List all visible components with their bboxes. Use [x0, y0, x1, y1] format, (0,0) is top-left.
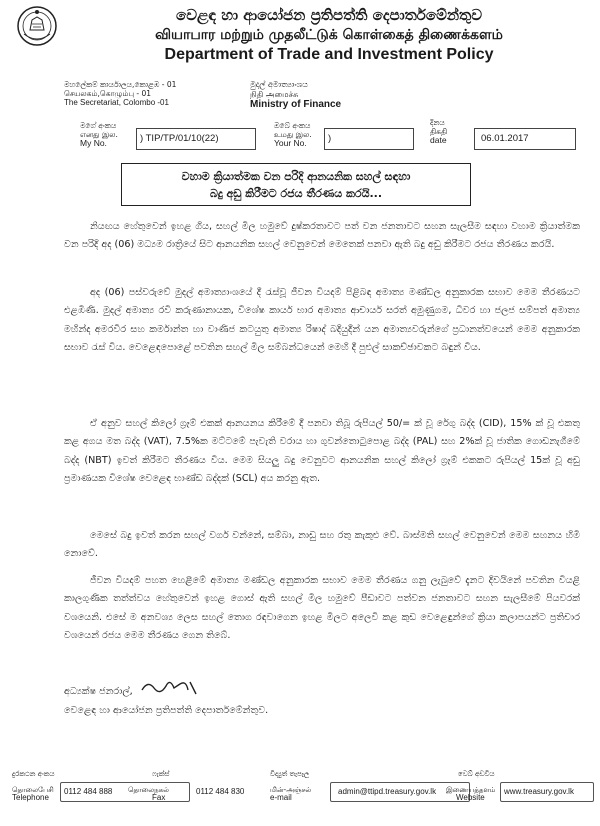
ministry-block [250, 80, 341, 110]
title-line-2: බදු අඩු කිරීමට රජය තීරණය කරයි... [209, 187, 383, 200]
handwritten-signature-icon [140, 674, 200, 698]
address-english: The Secretariat, Colombo -01 [64, 98, 169, 107]
my-no-box [136, 128, 256, 150]
signatory-department: වෙළෙඳ හා ආයෝජන ප්‍රතිපත්ති දෙපාර්තමේන්තුව. [64, 705, 269, 716]
body-paragraph-5 [64, 572, 580, 646]
date-label-en: date [430, 135, 447, 145]
your-no-label-si: ඔබේ අංකය [274, 121, 311, 130]
fax-label-en: Fax [152, 793, 166, 802]
date-box [474, 128, 576, 150]
title-line-1: වහාම ක්‍රියාත්මක වන පරිදි ආනයනික සහල් සඳහා [181, 170, 411, 183]
date-label-si: දිනය [430, 118, 445, 127]
ministry-english: Ministry of Finance [250, 99, 342, 110]
my-no-value: ) TIP/TP/01/10(22) [140, 133, 219, 144]
email-label-en: e-mail [270, 793, 292, 802]
department-title-tamil: வியாபார மற்றும் முதலீட்டுக் கொள்கைத் திணைக்களம் [155, 27, 503, 43]
your-no-labels [274, 121, 312, 148]
your-no-value: ) [328, 133, 332, 144]
website-labels [446, 770, 495, 802]
email-label-ta: மின்-அஞ்சல் [270, 786, 312, 794]
your-no-label-ta: உமது இல. [274, 130, 312, 139]
body-paragraph-2 [64, 284, 580, 358]
my-no-label-ta: எனது இல. [80, 130, 118, 139]
signatory-title: අධ්‍යක්ෂ ජනරාල්, [64, 686, 133, 697]
website-value: www.treasury.gov.lk [504, 787, 574, 796]
body-paragraph-1 [64, 218, 580, 255]
department-title-sinhala: වෙළඳ හා ආයෝජන ප්‍රතිපත්ති දෙපාර්තමේන්තුව [175, 6, 483, 24]
body-paragraph-3-text: ඒ අනුව සහල් කිලෝ ග්‍රෑම් එකක් ආනයනය කිරීමේ දී පනවා තිබූ රුපියල් 50/= ක් වූ රේගු බද්ද (CID), 15% ක් වූ එකතු කළ අගය මත බද්ද (VAT), 7.5%ක මට්ටමේ පැවැති වරාය හා ගුවන්තොටුපොළ බද්ද (PAL) සහ 2%ක් වූ ජාතික ගොඩනැගීමේ බද්ද (NBT) ඉවත් කිරීමට තීරණය විය. මෙම සියලු බදු වෙනුවට ආනයනික සහල් කිලෝ ග්‍රෑම් එකකට රුපියල් 15ක් වූ අඩු ප්‍රමාණයක විශේෂ වෙළෙඳ භාණ්ඩ බද්දක් (SCL) අය කරනු ඇත. [64, 418, 580, 485]
website-label-ta: இணையத்தளம் [446, 786, 496, 794]
telephone-label-ta: தொலைபேசி [12, 786, 54, 794]
body-paragraph-5-text: ජීවන වියදම් පහත හෙළීමේ අමාත්‍ය මණ්ඩල අනුකාරක සභාව මෙම තීරණය ගනු ලැබුවේ දැනට දිවයිනේ පවතින වියළි කාලගුණික තත්ත්වය හේතුවෙන් ඉහළ ගොස් ඇති සහල් මිල හමුවේ පීඩාවට පත්වන ජනතාවට සහන සැලසීමේ පියවරක් වශයෙනි. එසේ ම අනවශ්‍ය ලෙස සහල් තොග රඳවාගෙන ඉහළ මිලට අලෙවි කළ කුඩ වෙළෙඳුන්ගේ ක්‍රියා කලාපයන්ට ප්‍රතිචාර වශයෙන් රජය මෙම තීරණය ගෙන තිබේ. [64, 575, 580, 642]
date-label-ta: திகதி [430, 127, 448, 136]
body-paragraph-4-text: මෙසේ බදු ඉවත් කරන සහල් වර්ග වන්නේ, සම්බා, නාඩු සහ රතු කැකුළු වේ. බාස්මති සහල් වෙනුවෙන් මෙම සහනය හිමි නොවේ. [64, 530, 580, 560]
fax-value: 0112 484 830 [196, 787, 245, 796]
telephone-label-si: දුරකථන අංකය [12, 770, 55, 778]
email-value: admin@ttipd.treasury.gov.lk [338, 787, 437, 796]
national-emblem-icon [16, 4, 58, 48]
fax-label-ta: தொலைநகல் [128, 786, 169, 794]
date-labels [430, 118, 447, 145]
ministry-sinhala: මුදල් අමාත්‍යාංශය [250, 80, 308, 89]
telephone-value: 0112 484 888 [64, 787, 113, 796]
press-release-title [121, 163, 471, 206]
website-label-si: වෙබ් අඩවිය [458, 770, 495, 778]
ministry-tamil: நிதி அமைச்சு [250, 90, 299, 99]
body-paragraph-1-text: නියඟය හේතුවෙන් ඉහළ ගිය, සහල් මිල හමුවේ දුෂ්කරතාවට පත් වන ජනතාවට සහන සැලසීම සඳහා වහාම ක්‍රියාත්මක වන පරිදි අද (06) මධ්‍යම රාත්‍රියේ සිට ආනයනික සහල් වෙනුවෙන් මෙතෙක් පනවා ඇති බදු අඩු කිරීමට රජය තීරණය කරයි. [64, 221, 580, 251]
fax-label-si: ෆැක්ස් [152, 770, 170, 778]
fax-labels [128, 770, 169, 802]
telephone-labels [12, 770, 54, 802]
your-no-box [324, 128, 414, 150]
your-no-label-en: Your No. [274, 138, 307, 148]
email-labels [270, 770, 311, 802]
my-no-labels [80, 121, 118, 148]
address-tamil: செயலகம்,கொழும்பு - 01 [64, 89, 152, 98]
body-paragraph-4 [64, 527, 580, 564]
website-label-en: Website [456, 793, 485, 802]
address-block [64, 80, 176, 107]
my-no-label-si: මගේ අංකය [80, 121, 117, 130]
body-paragraph-2-text: අද (06) පස්වරුවේ මුදල් අමාත්‍යාංශයේ දී රැස්වූ ජීවන වියදම් පිළිබඳ අමාත්‍ය මණ්ඩල අනුකාරක සභාව මෙම තීරණයට එළඹිණි. මුදල් අමාත්‍ය රවි කරුණානායක, විශේෂ කාර්ය භාර අමාත්‍ය ආචාර්ය සරත් අමුණුගම, ධීවර හා ජලජ සම්පත් අමාත්‍ය මහින්ද අමරවීර සහ කර්මාන්ත හා වාණිජ කටයුතු අමාත්‍ය රිෂාද් බදියුදීන් යන අමාත්‍යවරුන්ගේ ප්‍රධානත්වයෙන් මෙම අනුකාරක සභාව රැස් විය. වෙළෙඳපොළේ පවතින සහල් මිල සම්බන්ධයෙන් මෙහි දී පුළුල් සාකච්ඡාවකට බඳුන් විය. [64, 287, 580, 354]
date-value: 06.01.2017 [481, 133, 529, 144]
telephone-label-en: Telephone [12, 793, 49, 802]
my-no-label-en: My No. [80, 138, 107, 148]
email-label-si: විද්‍යුත් තැපෑල [270, 770, 310, 778]
department-title-english: Department of Trade and Investment Policy [164, 46, 494, 63]
address-sinhala: මහලේකම් කාර්යාලය,කොළඹ - 01 [64, 80, 177, 89]
body-paragraph-3 [64, 415, 580, 489]
